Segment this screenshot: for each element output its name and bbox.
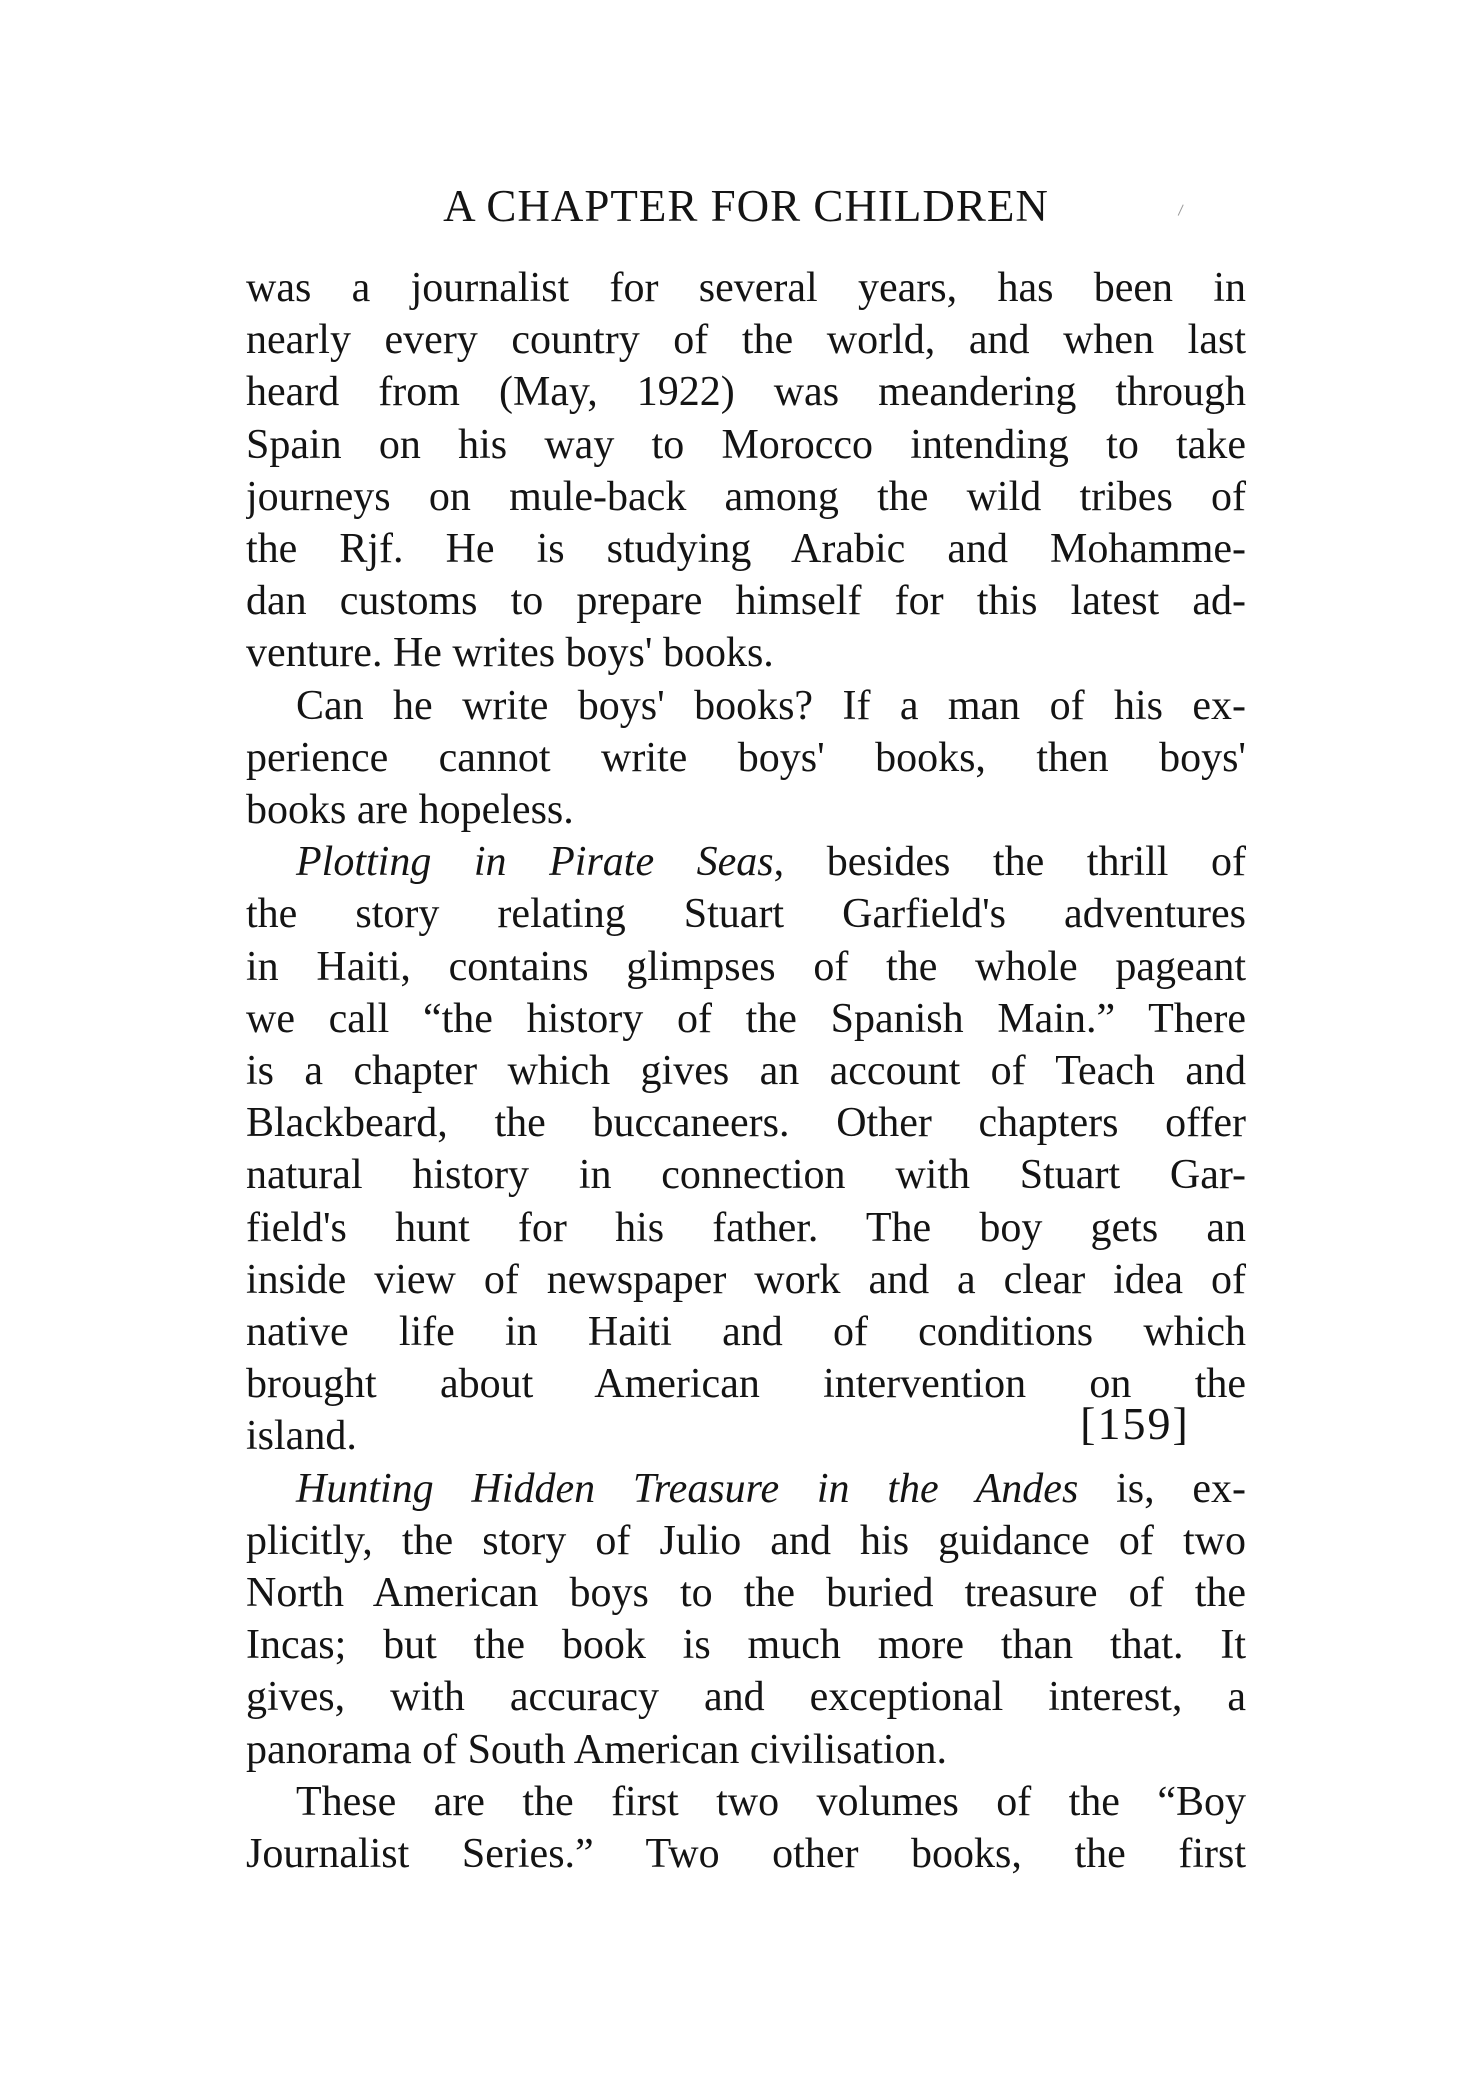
text-line: journeys on mule-back among the wild tribes of: [246, 473, 1246, 520]
paragraph-1: [246, 262, 1246, 680]
text-line: Can he write boys' books? If a man of his ex-: [296, 682, 1246, 729]
paragraph-3: [246, 836, 1246, 1462]
text-line: Journalist Series.” Two other books, the first: [246, 1831, 1246, 1878]
text-line: field's hunt for his father. The boy gets an: [246, 1204, 1246, 1251]
text-line: panorama of South American civilisation.: [246, 1726, 947, 1773]
book-title: Plotting in Pirate Seas: [296, 839, 774, 886]
text-line: books are hopeless.: [246, 787, 574, 834]
text-fragment: is, ex-: [1078, 1465, 1246, 1512]
text-line: native life in Haiti and of conditions which: [246, 1309, 1246, 1356]
text-line: Blackbeard, the buccaneers. Other chapters offer: [246, 1100, 1246, 1147]
text-line: gives, with accuracy and exceptional interest, a: [246, 1674, 1246, 1721]
text-line: Spain on his way to Morocco intending to take: [246, 421, 1246, 468]
paragraph-2: [246, 680, 1246, 837]
paragraph-5: [246, 1776, 1246, 1880]
text-line: the Rjf. He is studying Arabic and Mohamme-: [246, 526, 1246, 573]
text-line: [246, 836, 1246, 888]
text-line: nearly every country of the world, and when last: [246, 317, 1246, 364]
text-line: in Haiti, contains glimpses of the whole pageant: [246, 943, 1246, 990]
paragraph-4: [246, 1463, 1246, 1776]
text-line: heard from (May, 1922) was meandering through: [246, 369, 1246, 416]
running-head: A CHAPTER FOR CHILDREN: [443, 181, 1049, 231]
text-line: is a chapter which gives an account of Teach and: [246, 1048, 1246, 1095]
text-line: plicitly, the story of Julio and his guidance of two: [246, 1517, 1246, 1564]
page-number: [159]: [1080, 1398, 1190, 1449]
text-line: was a journalist for several years, has been in: [246, 265, 1246, 311]
text-line: the story relating Stuart Garfield's adventures: [246, 891, 1246, 938]
text-line: perience cannot write boys' books, then boys': [246, 734, 1246, 781]
text-line: Incas; but the book is much more than that. It: [246, 1622, 1246, 1669]
text-line: venture. He writes boys' books.: [246, 630, 774, 677]
book-title: Hunting Hidden Treasure in the Andes: [296, 1465, 1079, 1512]
text-line: island.: [246, 1413, 357, 1460]
text-line: we call “the history of the Spanish Main.” There: [246, 995, 1246, 1042]
text-line: natural history in connection with Stuart Gar-: [246, 1152, 1246, 1199]
body-text: [246, 262, 1246, 1880]
text-line: [246, 1463, 1246, 1515]
text-line: inside view of newspaper work and a clear idea of: [246, 1256, 1246, 1303]
text-line: These are the first two volumes of the “Boy: [296, 1778, 1246, 1825]
text-line: North American boys to the buried treasure of the: [246, 1570, 1246, 1617]
text-line: dan customs to prepare himself for this latest ad-: [246, 578, 1246, 625]
text-fragment: , besides the thrill of: [773, 839, 1246, 886]
text-line: brought about American intervention on the: [246, 1361, 1246, 1408]
